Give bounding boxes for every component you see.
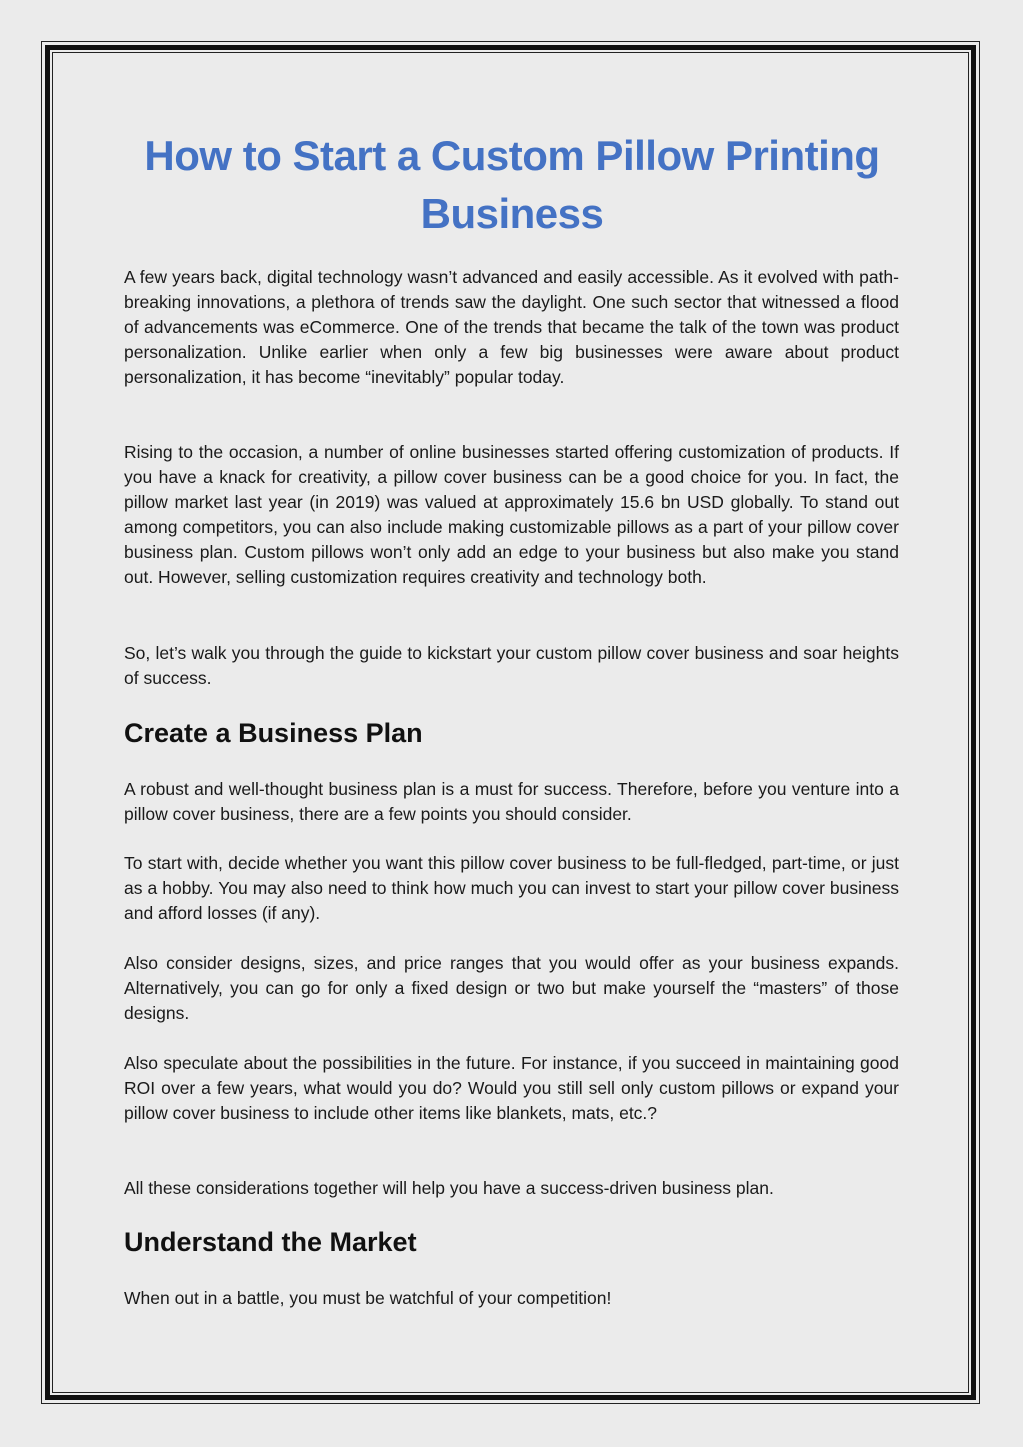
document-page — [124, 124, 899, 1308]
section-paragraph: All these considerations together will help you have a success-driven business plan. — [124, 1178, 774, 1198]
intro-paragraph: So, let’s walk you through the guide to kickstart your custom pillow cover business and soar heights of success. — [124, 643, 899, 688]
intro-paragraph: Rising to the occasion, a number of online businesses started offering customization of products. If you have a knack for creativity, a pillow cover business can be a good choice for you. In fact, the pillow market last year (in 2019) was valued at approximately 15.6 bn USD globally. To stand out among competitors, you can also include making customizable pillows as a part of your pillow cover business plan. Custom pillows won’t only add an edge to your business but also make you stand out. However, selling customization requires creativity and technology both. — [124, 442, 899, 587]
document-title: How to Start a Custom Pillow Printing Business — [144, 132, 880, 237]
section-paragraph: When out in a battle, you must be watchful of your competition! — [124, 1288, 612, 1308]
section-heading-understand-market: Understand the Market — [124, 1227, 417, 1257]
section-paragraph: Also consider designs, sizes, and price ranges that you would offer as your business expands. Alternatively, you can go for only a fixed design or two but make yourself the “masters” of those designs. — [124, 953, 899, 1023]
intro-paragraph: A few years back, digital technology wasn’t advanced and easily accessible. As it evolved with path-breaking innovations, a plethora of trends saw the daylight. One such sector that witnessed a flood of advancements was eCommerce. One of the trends that became the talk of the town was product personalization. Unlike earlier when only a few big businesses were aware about product personalization, it has become “inevitably” popular today. — [124, 267, 899, 387]
section-paragraph: A robust and well-thought business plan is a must for success. Therefore, before you venture into a pillow cover business, there are a few points you should consider. — [124, 779, 899, 824]
section-heading-business-plan: Create a Business Plan — [124, 718, 423, 748]
section-paragraph: To start with, decide whether you want this pillow cover business to be full-fledged, part-time, or just as a hobby. You may also need to think how much you can invest to start your pillow cover business and afford losses (if any). — [124, 853, 899, 923]
section-paragraph: Also speculate about the possibilities in the future. For instance, if you succeed in maintaining good ROI over a few years, what would you do? Would you still sell only custom pillows or expand your pillow cover business to include other items like blankets, mats, etc.? — [124, 1053, 899, 1123]
